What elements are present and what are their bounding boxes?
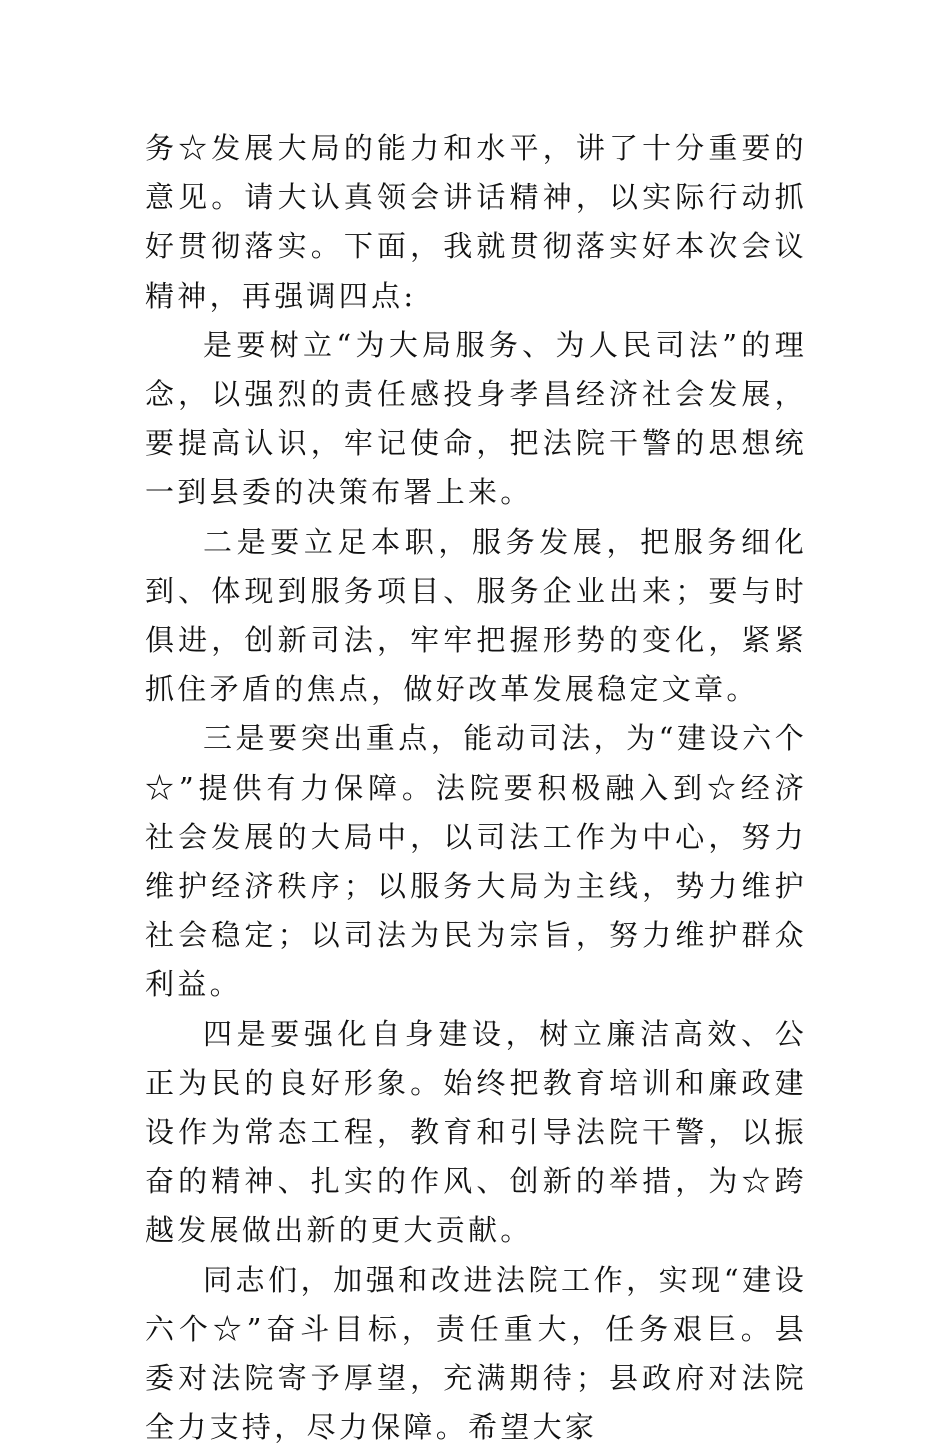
paragraph-continuation: 务☆发展大局的能力和水平，讲了十分重要的意见。请大认真领会讲话精神，以实际行动抓好贯彻落实。下面，我就贯彻落实好本次会议精神，再强调四点: [145,131,807,313]
paragraph-point-three: 三是要突出重点，能动司法，为“建设六个☆”提供有力保障。法院要积极融入到☆经济社会发展的大局中，以司法工作为中心，努力维护经济秩序；以服务大局为主线，势力维护社会稳定；以司法为民为宗旨，努力维护群众利益。 [145,721,807,1002]
paragraph-point-one: 是要树立“为大局服务、为人民司法”的理念，以强烈的责任感投身孝昌经济社会发展，要提高认识，牢记使命，把法院干警的思想统一到县委的决策布署上来。 [145,327,807,510]
paragraph-closing: 同志们，加强和改进法院工作，实现“建设六个☆”奋斗目标，责任重大，任务艰巨。县委对法院寄予厚望，充满期待；县政府对法院全力支持，尽力保障。希望大家 [145,1262,807,1445]
paragraph-point-two: 二是要立足本职，服务发展，把服务细化到、体现到服务项目、服务企业出来；要与时俱进，创新司法，牢牢把握形势的变化，紧紧抓住矛盾的焦点，做好改革发展稳定文章。 [145,524,807,707]
document-body [145,124,807,1452]
paragraph-point-four: 四是要强化自身建设，树立廉洁高效、公正为民的良好形象。始终把教育培训和廉政建设作为常态工程，教育和引导法院干警，以振奋的精神、扎实的作风、创新的举措，为☆跨越发展做出新的更大贡献。 [145,1016,807,1248]
